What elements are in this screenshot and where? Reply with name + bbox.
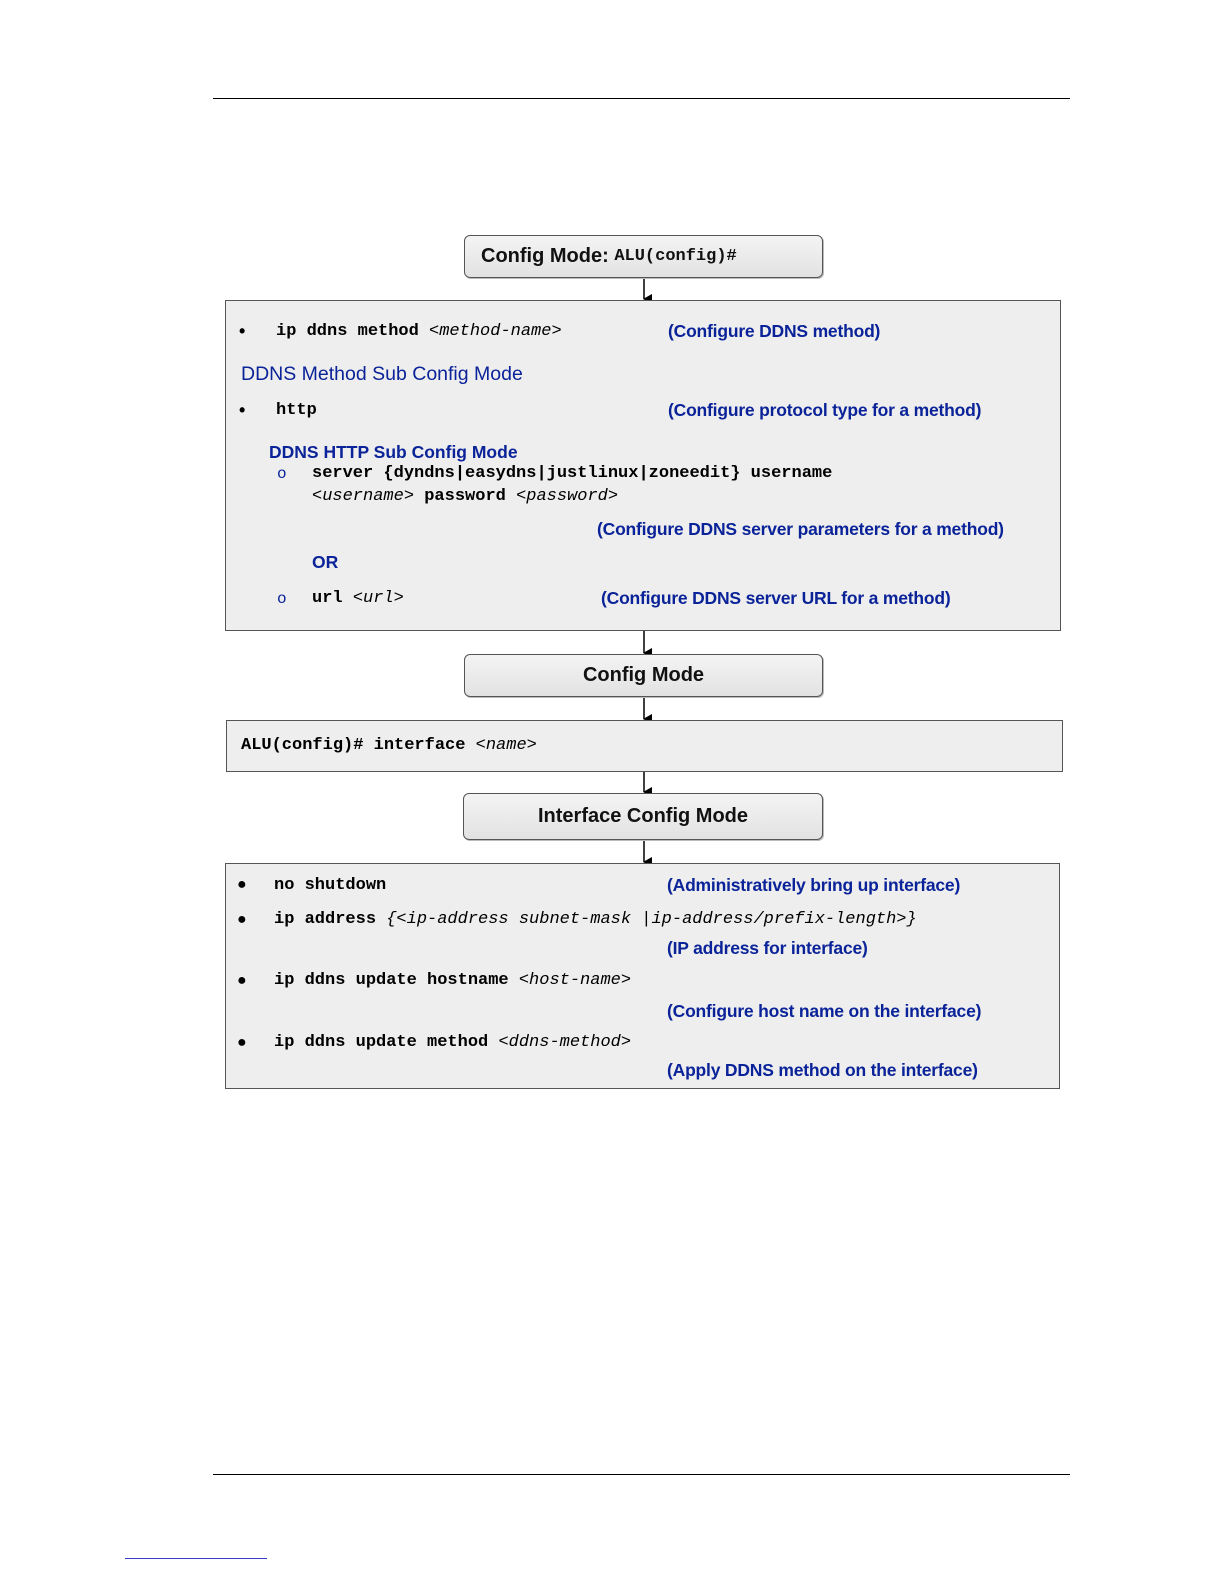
ip-ddns-update-hostname-command — [274, 971, 631, 990]
command-argument: <password> — [516, 487, 619, 506]
server-command-line2 — [312, 487, 618, 506]
command-keyword: http — [276, 401, 317, 420]
command-argument: <method-name> — [429, 322, 562, 341]
server-options: {dyndns|easydns|justlinux|zoneedit} — [383, 464, 741, 483]
note-ip-address: (IP address for interface) — [667, 938, 868, 958]
command-argument: {<ip-address subnet-mask |ip-address/prefix-length>} — [386, 910, 917, 929]
note-server-url: (Configure DDNS server URL for a method) — [601, 588, 951, 608]
note-bring-up-interface: (Administratively bring up interface) — [667, 875, 961, 895]
command-keyword: no shutdown — [274, 876, 387, 895]
ddns-method-sub-config-heading: DDNS Method Sub Config Mode — [241, 363, 523, 385]
note-server-parameters: (Configure DDNS server parameters for a method) — [597, 519, 1004, 539]
bullet: ● — [237, 1034, 247, 1051]
config-mode-prompt: ALU(config)# — [614, 247, 737, 266]
no-shutdown-command — [274, 876, 386, 895]
sub-bullet: o — [277, 590, 287, 608]
bullet: ● — [237, 972, 247, 989]
ip-address-command — [274, 910, 917, 929]
command-argument: <username> — [312, 487, 415, 506]
sub-bullet: o — [277, 465, 287, 483]
note-configure-protocol: (Configure protocol type for a method) — [668, 400, 982, 420]
note-host-name: (Configure host name on the interface) — [667, 1001, 982, 1021]
url-command — [312, 589, 404, 608]
interface-command — [241, 736, 537, 755]
command-keyword: password — [414, 487, 517, 506]
bullet: • — [239, 321, 246, 341]
config-mode-label: Config Mode — [582, 664, 705, 686]
command-keyword: server — [312, 464, 384, 483]
note-apply-ddns-method: (Apply DDNS method on the interface) — [667, 1060, 978, 1080]
config-mode-box — [464, 235, 823, 278]
interface-config-mode-box — [463, 793, 823, 840]
ip-ddns-update-method-command — [274, 1033, 631, 1052]
server-command-line1 — [312, 464, 832, 483]
command-keyword: ip ddns update hostname — [274, 971, 519, 990]
config-mode-label: Config Mode: — [481, 245, 615, 267]
command-keyword: username — [740, 464, 833, 483]
http-command — [276, 401, 317, 420]
command-keyword: ip ddns method — [276, 322, 430, 341]
or-label: OR — [312, 552, 339, 572]
command-argument: <name> — [475, 736, 537, 755]
note-configure-ddns-method: (Configure DDNS method) — [668, 321, 881, 341]
interface-config-mode-label: Interface Config Mode — [537, 805, 748, 827]
command-argument: <url> — [352, 589, 404, 608]
bullet: ● — [237, 911, 247, 928]
command-keyword: ALU(config)# interface — [241, 736, 476, 755]
command-argument: <host-name> — [518, 971, 632, 990]
command-argument: <ddns-method> — [498, 1033, 632, 1052]
config-mode-box — [464, 654, 823, 697]
bullet: ● — [237, 876, 247, 893]
command-keyword: ip ddns update method — [274, 1033, 499, 1052]
bullet: • — [239, 400, 246, 420]
command-keyword: url — [312, 589, 353, 608]
ip-ddns-method-command — [276, 322, 562, 341]
command-keyword: ip address — [274, 910, 387, 929]
ddns-http-sub-config-heading: DDNS HTTP Sub Config Mode — [269, 442, 518, 462]
